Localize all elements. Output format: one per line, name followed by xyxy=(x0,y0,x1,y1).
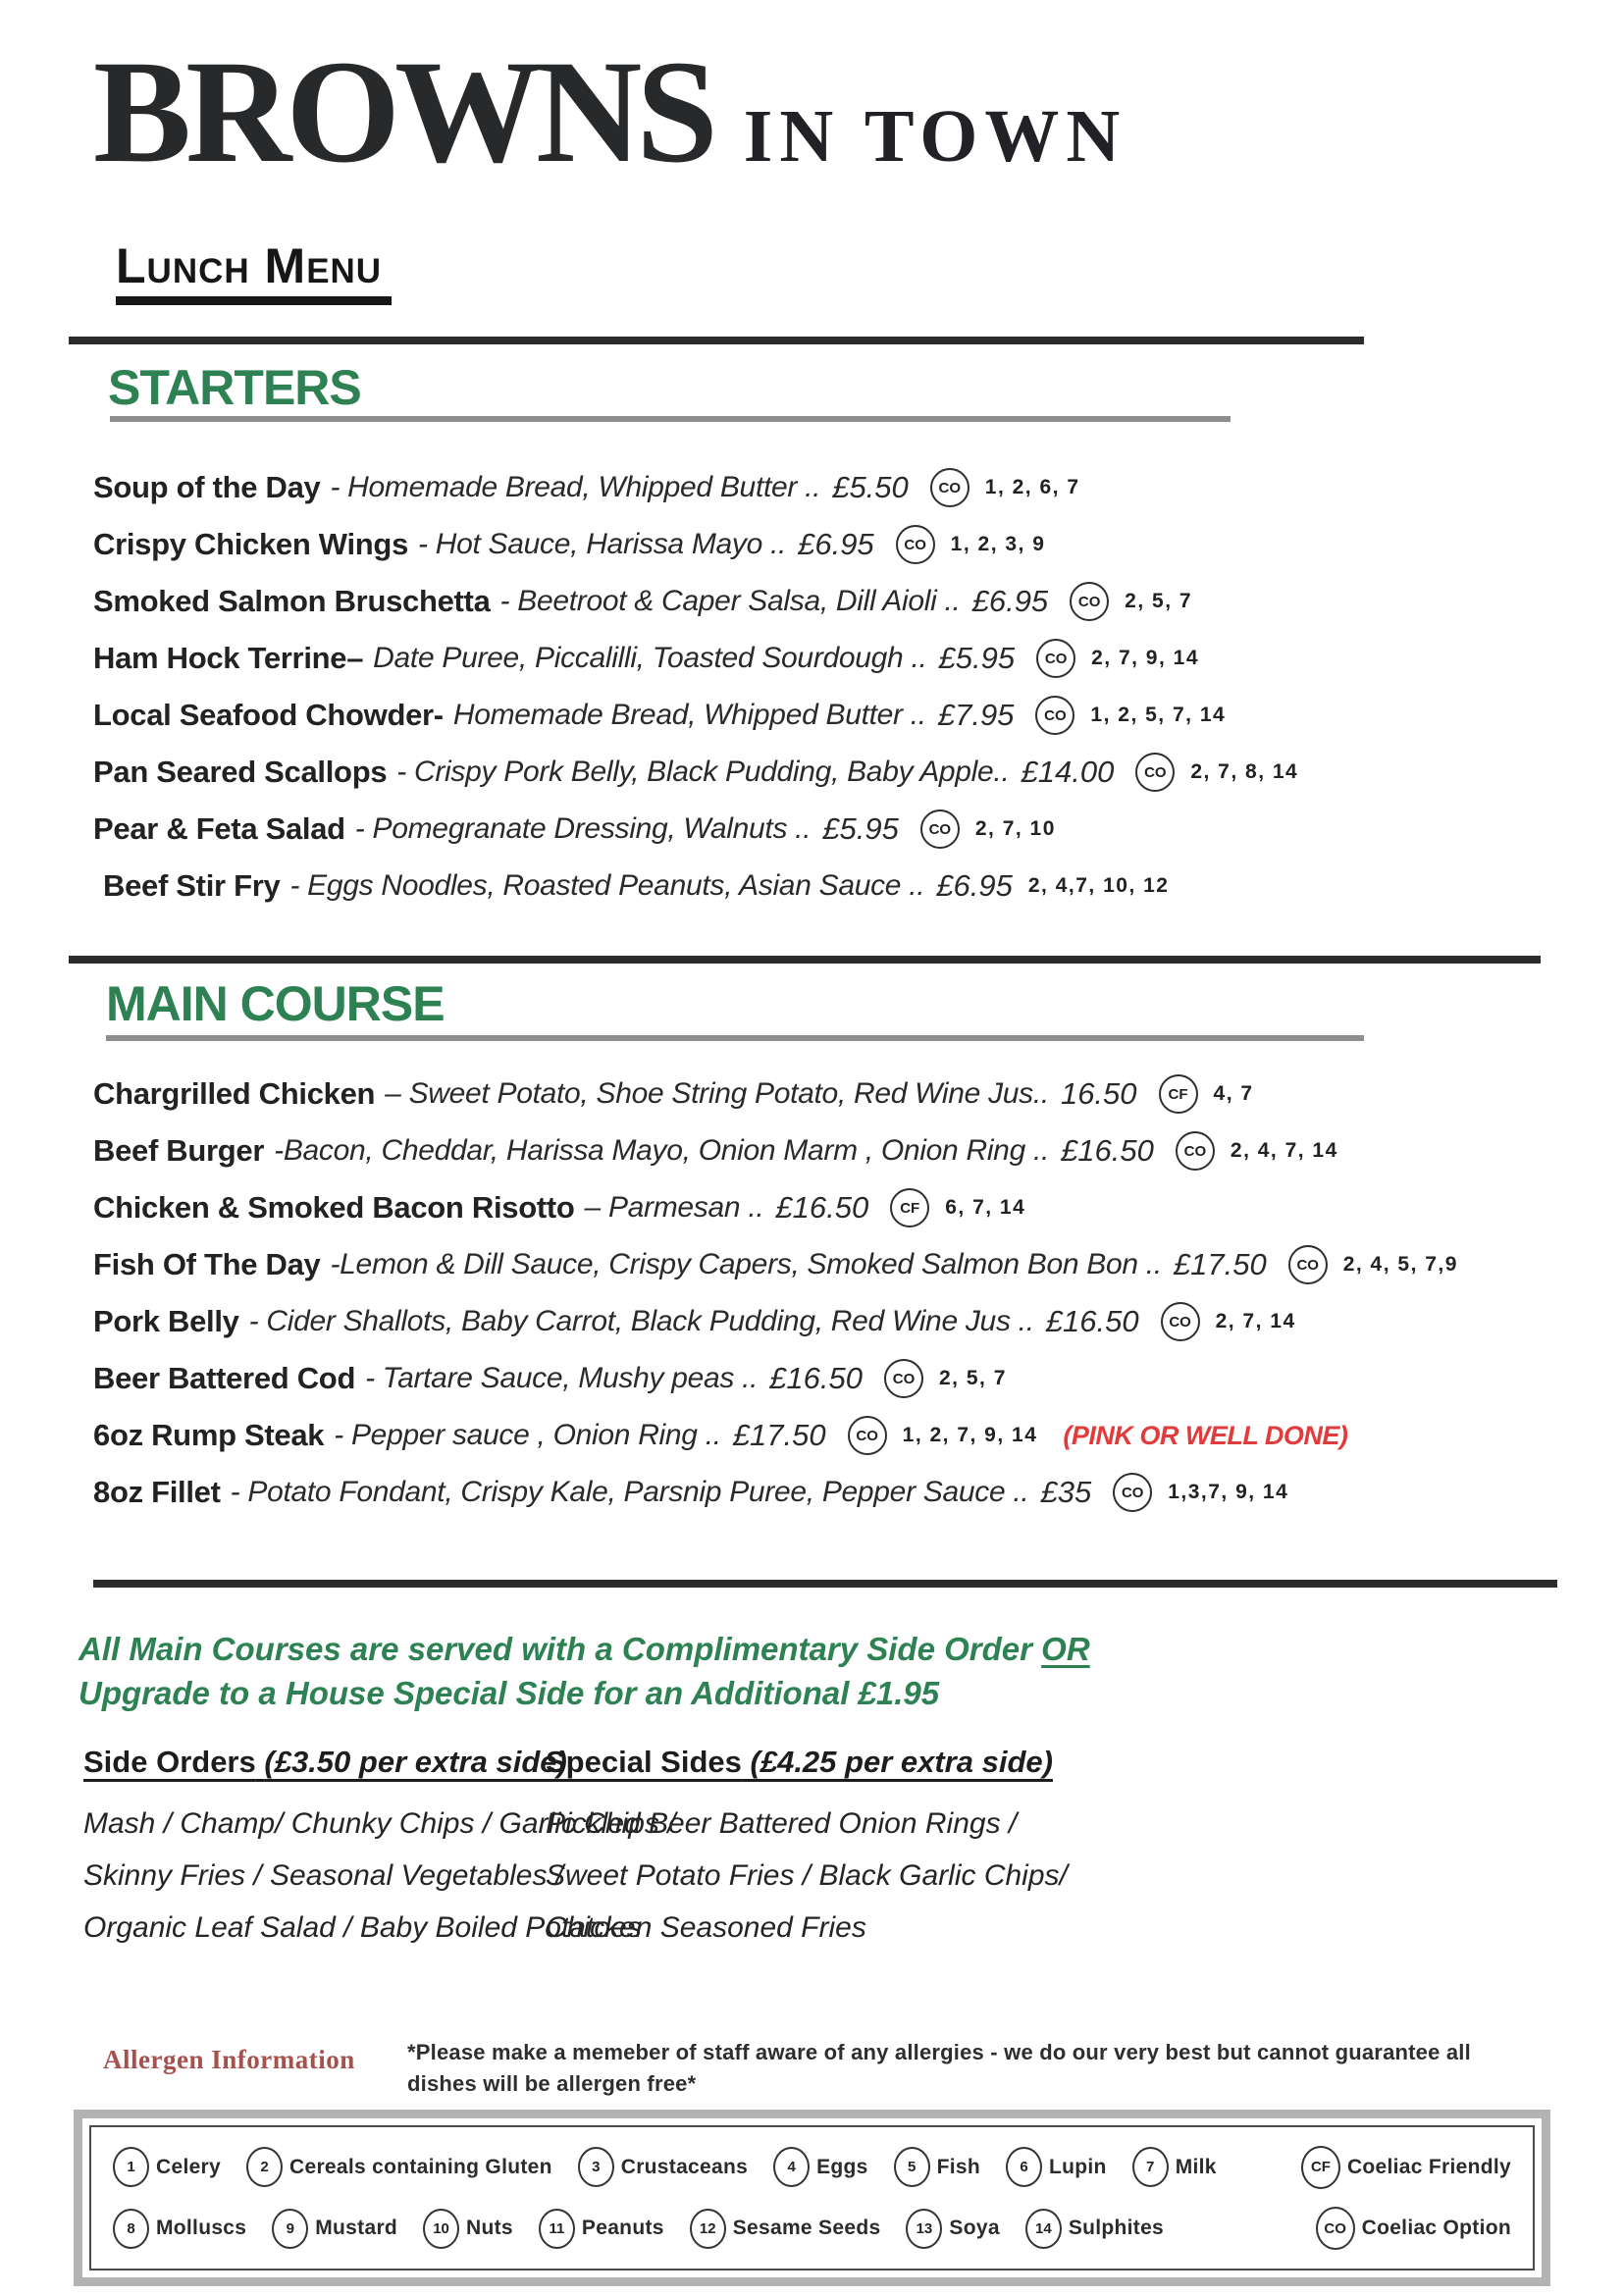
item-name: Fish Of The Day xyxy=(93,1247,321,1281)
coeliac-friendly-badge: CF xyxy=(890,1188,929,1227)
item-description: – Sweet Potato, Shoe String Potato, Red Wine Jus.. xyxy=(385,1077,1049,1110)
allergen-label: Nuts xyxy=(466,2217,513,2240)
divider-rule xyxy=(69,956,1541,964)
allergen-legend-row-1 xyxy=(113,2146,1511,2189)
item-name: Local Seafood Chowder- xyxy=(93,698,444,732)
item-description: - Pomegranate Dressing, Walnuts .. xyxy=(354,812,812,845)
legend-entry xyxy=(773,2147,868,2187)
item-price: £35 xyxy=(1040,1475,1092,1509)
item-description: - Eggs Noodles, Roasted Peanuts, Asian Sauce .. xyxy=(289,869,925,902)
special-sides-line: Sweet Potato Fries / Black Garlic Chips/ xyxy=(546,1859,1068,1892)
complimentary-sides-note xyxy=(79,1627,1090,1715)
steak-doneness-note: (PINK OR WELL DONE) xyxy=(1063,1420,1348,1450)
coeliac-option-badge: CO xyxy=(848,1416,887,1455)
side-orders-line: Mash / Champ/ Chunky Chips / Garlic Chips / xyxy=(83,1807,676,1840)
item-price: £14.00 xyxy=(1021,755,1115,789)
item-price: £6.95 xyxy=(798,527,874,561)
legend-entry xyxy=(1025,2209,1164,2249)
item-price: £16.50 xyxy=(769,1361,863,1395)
allergen-code-circle: 7 xyxy=(1132,2147,1169,2187)
special-sides-heading xyxy=(546,1745,1068,1780)
or-word: OR xyxy=(1041,1631,1090,1667)
side-orders-line: Skinny Fries / Seasonal Vegetables / xyxy=(83,1859,564,1892)
legend-entry xyxy=(906,2209,999,2249)
divider-rule xyxy=(69,337,1364,344)
legend-entry xyxy=(113,2147,221,2187)
menu-item-row xyxy=(93,1293,1458,1350)
item-name: Pan Seared Scallops xyxy=(93,755,388,789)
item-name: Ham Hock Terrine– xyxy=(93,641,364,675)
item-description: - Homemade Bread, Whipped Butter .. xyxy=(330,471,821,503)
coeliac-option-badge: CO xyxy=(1288,1245,1328,1284)
item-description: Date Puree, Piccalilli, Toasted Sourdough .. xyxy=(373,642,927,674)
special-sides-line: Chicken Seasoned Fries xyxy=(546,1911,866,1944)
item-price: £16.50 xyxy=(775,1190,869,1225)
coeliac-option-badge: CO xyxy=(896,525,935,564)
legend-entry xyxy=(539,2209,664,2249)
item-description: - Hot Sauce, Harissa Mayo .. xyxy=(418,528,787,560)
item-description: -Bacon, Cheddar, Harissa Mayo, Onion Marm , Onion Ring .. xyxy=(274,1134,1050,1167)
legend-entry xyxy=(894,2147,980,2187)
item-description: - Cider Shallots, Baby Carrot, Black Pudding, Red Wine Jus .. xyxy=(248,1305,1034,1337)
legend-entry xyxy=(690,2209,881,2249)
logo-in-town: IN TOWN xyxy=(743,95,1127,178)
legend-entry-coeliac-friendly xyxy=(1301,2146,1511,2189)
special-sides-line: Pickled Beer Battered Onion Rings / xyxy=(546,1807,1018,1840)
allergen-label: Milk xyxy=(1175,2155,1217,2178)
starters-list xyxy=(93,459,1298,914)
item-description: - Potato Fondant, Crispy Kale, Parsnip Puree, Pepper Sauce .. xyxy=(230,1476,1029,1508)
allergen-code-circle: 1 xyxy=(113,2147,149,2187)
coeliac-option-badge: CO xyxy=(1176,1131,1215,1171)
menu-item-row xyxy=(93,630,1298,687)
side-orders-heading-text: Side Orders xyxy=(83,1745,256,1779)
allergen-codes: 2, 4,7, 10, 12 xyxy=(1027,874,1170,897)
allergen-code-circle: 5 xyxy=(894,2147,930,2187)
allergen-label: Celery xyxy=(156,2155,222,2178)
item-name: Beef Stir Fry xyxy=(103,868,281,903)
item-description: - Pepper sauce , Onion Ring .. xyxy=(334,1419,721,1451)
special-sides-heading-text: Special Sides xyxy=(546,1745,742,1779)
section-underline xyxy=(110,416,1231,422)
allergen-codes: 2, 4, 7, 14 xyxy=(1230,1139,1338,1162)
allergen-label: Mustard xyxy=(315,2217,398,2240)
allergen-label: Fish xyxy=(936,2155,981,2178)
allergen-codes: 4, 7 xyxy=(1213,1082,1254,1105)
allergen-codes: 2, 7, 8, 14 xyxy=(1190,760,1299,783)
coeliac-option-badge: CO xyxy=(1035,696,1074,735)
allergen-codes: 2, 7, 9, 14 xyxy=(1091,647,1200,669)
item-name: Beer Battered Cod xyxy=(93,1361,356,1395)
menu-item-row xyxy=(93,687,1298,744)
item-price: £6.95 xyxy=(971,584,1049,618)
restaurant-logo xyxy=(93,30,1127,193)
item-name: Chargrilled Chicken xyxy=(93,1076,376,1111)
item-price: £5.95 xyxy=(822,811,899,846)
allergen-label: Sesame Seeds xyxy=(732,2217,881,2240)
allergen-label: Molluscs xyxy=(156,2217,247,2240)
item-name: Smoked Salmon Bruschetta xyxy=(93,584,491,618)
special-sides-price-note: (£4.25 per extra side) xyxy=(750,1745,1053,1779)
coeliac-option-badge: CO xyxy=(1070,582,1109,621)
item-name: 6oz Rump Steak xyxy=(93,1418,325,1452)
menu-item-row xyxy=(93,516,1298,573)
item-price: £6.95 xyxy=(936,868,1013,903)
item-name: Pear & Feta Salad xyxy=(93,811,345,846)
item-name: Beef Burger xyxy=(93,1133,265,1168)
coeliac-option-badge: CO xyxy=(920,809,960,849)
legend-entry xyxy=(423,2209,513,2249)
legend-entry-coeliac-option xyxy=(1316,2207,1511,2250)
item-description: Homemade Bread, Whipped Butter .. xyxy=(452,699,926,731)
main-course-list xyxy=(93,1066,1458,1521)
coeliac-option-badge: CO xyxy=(1036,639,1075,678)
logo-browns: BROWNS xyxy=(93,30,712,193)
allergen-codes: 1,3,7, 9, 14 xyxy=(1168,1481,1289,1503)
allergen-codes: 1, 2, 6, 7 xyxy=(984,476,1080,498)
menu-item-row xyxy=(93,1464,1458,1521)
menu-item-row xyxy=(93,858,1298,914)
allergen-code-circle: 13 xyxy=(906,2209,942,2249)
menu-item-row xyxy=(93,1122,1458,1179)
allergen-label: Soya xyxy=(949,2217,1000,2240)
allergen-label: Sulphites xyxy=(1068,2217,1165,2240)
allergen-code-circle: 11 xyxy=(539,2209,575,2249)
allergen-codes: 1, 2, 5, 7, 14 xyxy=(1090,704,1227,726)
coeliac-option-circle: CO xyxy=(1316,2207,1355,2250)
allergen-label: Peanuts xyxy=(581,2217,664,2240)
legend-entry xyxy=(246,2147,552,2187)
allergen-codes: 2, 4, 5, 7,9 xyxy=(1342,1253,1458,1276)
item-description: - Crispy Pork Belly, Black Pudding, Baby Apple.. xyxy=(396,756,1010,788)
allergen-codes: 1, 2, 3, 9 xyxy=(950,533,1046,555)
allergen-code-circle: 2 xyxy=(246,2147,283,2187)
coeliac-friendly-badge: CF xyxy=(1159,1074,1198,1114)
legend-entry xyxy=(578,2147,748,2187)
item-price: £16.50 xyxy=(1045,1304,1139,1338)
menu-item-row xyxy=(93,1350,1458,1407)
item-name: Soup of the Day xyxy=(93,470,321,504)
menu-item-row xyxy=(93,1407,1458,1464)
menu-item-row xyxy=(93,573,1298,630)
complimentary-note-line1: All Main Courses are served with a Complimentary Side Order xyxy=(79,1631,1032,1667)
special-sides-column xyxy=(546,1745,1068,1954)
item-name: Chicken & Smoked Bacon Risotto xyxy=(93,1190,575,1225)
allergen-label: Eggs xyxy=(816,2155,868,2178)
item-description: -Lemon & Dill Sauce, Crispy Capers, Smoked Salmon Bon Bon .. xyxy=(330,1248,1162,1280)
section-heading-starters: STARTERS xyxy=(108,360,361,415)
item-name: Pork Belly xyxy=(93,1304,239,1338)
special-sides-list xyxy=(546,1798,1068,1954)
item-name: 8oz Fillet xyxy=(93,1475,221,1509)
allergen-codes: 2, 7, 14 xyxy=(1215,1310,1296,1332)
allergen-label: Cereals containing Gluten xyxy=(289,2155,552,2178)
item-description: – Parmesan .. xyxy=(584,1191,764,1224)
allergen-code-circle: 10 xyxy=(423,2209,459,2249)
menu-item-row xyxy=(93,1236,1458,1293)
divider-rule xyxy=(93,1580,1557,1588)
allergen-legend-inner xyxy=(89,2125,1535,2270)
allergen-code-circle: 14 xyxy=(1025,2209,1062,2249)
menu-item-row xyxy=(93,1179,1458,1236)
allergen-information-heading: Allergen Information xyxy=(103,2045,355,2074)
side-orders-price-note: (£3.50 per extra side) xyxy=(264,1745,567,1779)
allergen-code-circle: 12 xyxy=(690,2209,726,2249)
legend-entry xyxy=(113,2209,246,2249)
allergen-label: Crustaceans xyxy=(620,2155,749,2178)
item-price: £5.50 xyxy=(832,470,909,504)
menu-item-row xyxy=(93,801,1298,858)
menu-item-row xyxy=(93,459,1298,516)
page-title: Lunch Menu xyxy=(116,239,392,305)
allergen-label: Lupin xyxy=(1049,2155,1107,2178)
allergen-legend-row-2 xyxy=(113,2207,1511,2250)
legend-entry xyxy=(1132,2147,1217,2187)
menu-item-row xyxy=(93,744,1298,801)
item-description: - Tartare Sauce, Mushy peas .. xyxy=(365,1362,759,1394)
allergen-label: Coeliac Option xyxy=(1361,2217,1511,2240)
allergen-codes: 1, 2, 7, 9, 14 xyxy=(902,1424,1038,1446)
allergen-label: Coeliac Friendly xyxy=(1346,2155,1511,2178)
item-price: £17.50 xyxy=(732,1418,826,1452)
section-underline xyxy=(106,1035,1364,1041)
coeliac-option-badge: CO xyxy=(930,468,969,507)
item-price: £5.95 xyxy=(938,641,1016,675)
allergen-codes: 2, 5, 7 xyxy=(1125,590,1193,612)
legend-entry xyxy=(272,2209,397,2249)
allergen-code-circle: 6 xyxy=(1006,2147,1042,2187)
coeliac-option-badge: CO xyxy=(1135,753,1175,792)
complimentary-note-line2: Upgrade to a House Special Side for an Additional £1.95 xyxy=(79,1675,940,1711)
coeliac-option-badge: CO xyxy=(1113,1473,1152,1512)
item-price: 16.50 xyxy=(1060,1076,1137,1111)
item-price: £16.50 xyxy=(1061,1133,1154,1168)
allergen-codes: 2, 5, 7 xyxy=(939,1367,1007,1389)
side-orders-line: Organic Leaf Salad / Baby Boiled Potatoes xyxy=(83,1911,642,1944)
allergen-code-circle: 3 xyxy=(578,2147,614,2187)
allergen-codes: 2, 7, 10 xyxy=(974,817,1056,840)
allergen-codes: 6, 7, 14 xyxy=(945,1196,1026,1219)
item-price: £7.95 xyxy=(937,698,1015,732)
item-description: - Beetroot & Caper Salsa, Dill Aioli .. xyxy=(499,585,961,617)
item-price: £17.50 xyxy=(1173,1247,1267,1281)
item-name: Crispy Chicken Wings xyxy=(93,527,409,561)
coeliac-option-badge: CO xyxy=(1161,1302,1200,1341)
section-heading-main-course: MAIN COURSE xyxy=(106,976,445,1031)
allergen-code-circle: 4 xyxy=(773,2147,810,2187)
allergen-code-circle: 8 xyxy=(113,2209,149,2249)
allergen-disclaimer: *Please make a memeber of staff aware of any allergies - we do our very best but cannot guarantee all dishes will be allergen free* xyxy=(407,2040,1471,2096)
legend-entry xyxy=(1006,2147,1107,2187)
allergen-code-circle: 9 xyxy=(272,2209,308,2249)
allergen-legend-box xyxy=(74,2110,1550,2286)
menu-item-row xyxy=(93,1066,1458,1122)
coeliac-friendly-circle: CF xyxy=(1301,2146,1340,2189)
coeliac-option-badge: CO xyxy=(884,1359,923,1398)
